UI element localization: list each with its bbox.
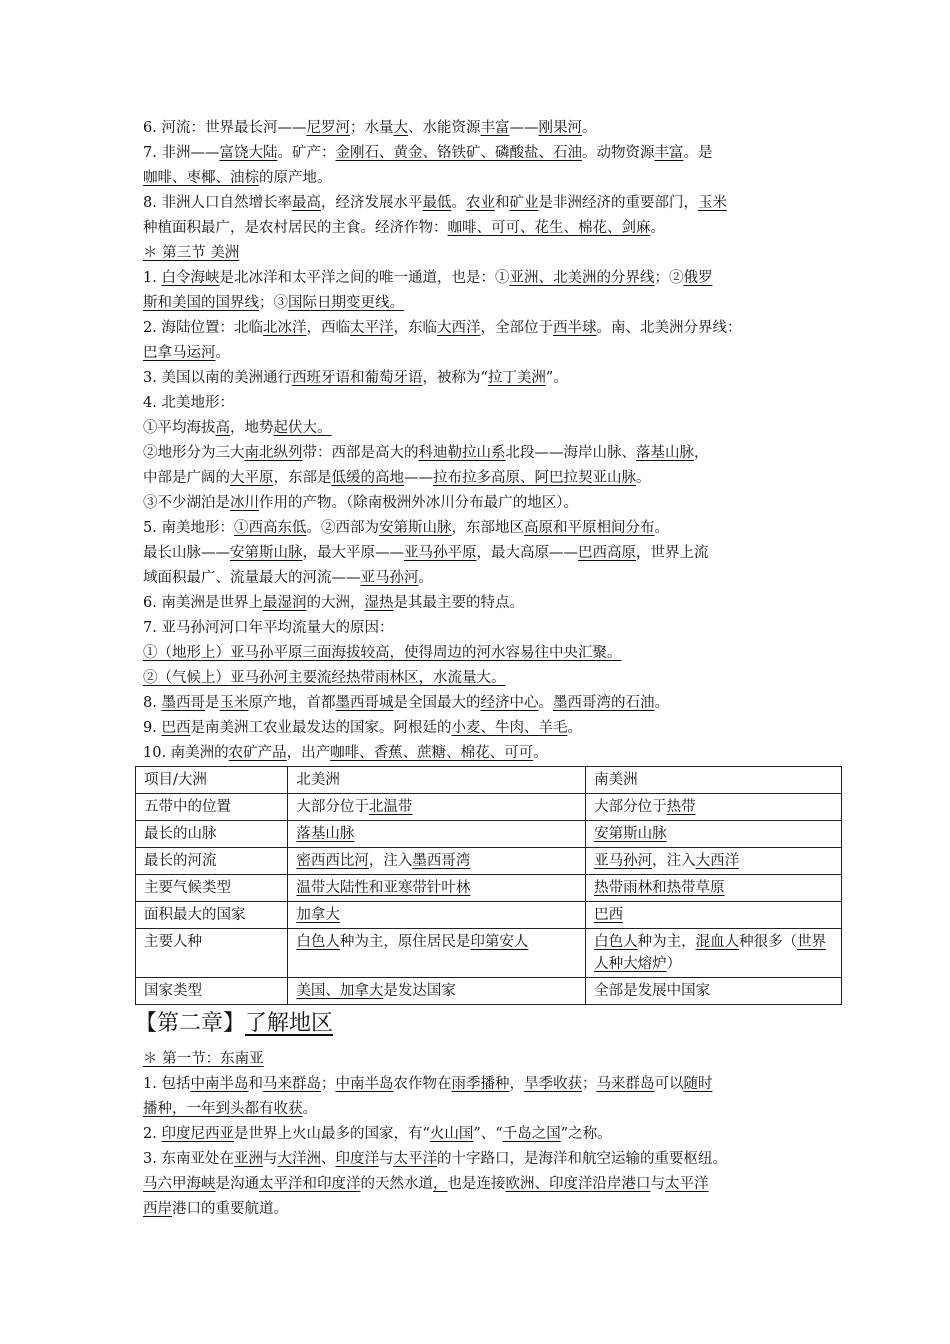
text-run: ，注入 <box>652 853 696 869</box>
underlined-term: 西岸 <box>143 1201 172 1217</box>
document-page <box>135 116 827 1222</box>
table-cell <box>586 794 842 821</box>
text-run: 五带中的位置 <box>144 799 231 815</box>
text-run: 。 <box>581 120 597 136</box>
text-run: ②地形分为三大 <box>143 445 245 461</box>
underlined-term: 太平洋和印度洋 <box>259 1176 361 1192</box>
text-line <box>143 216 813 241</box>
text-line <box>143 566 813 591</box>
underlined-term: ＊ 第一节：东南亚 <box>143 1051 264 1067</box>
text-run: 是 <box>204 695 220 711</box>
text-run: 。动物资源 <box>581 145 655 161</box>
text-line <box>143 266 813 291</box>
underlined-term: 中南半岛 <box>335 1076 394 1092</box>
text-run: —— <box>404 470 433 486</box>
text-run: 。 <box>636 470 651 486</box>
text-run: 与 <box>378 1151 394 1167</box>
text-run: ，世界上流 <box>636 545 709 561</box>
text-run: 原产地，首都 <box>248 695 336 711</box>
text-run: 的原产地。 <box>259 170 332 186</box>
text-run: 种植面积最广，是农村居民的主食。经济作物： <box>143 220 448 236</box>
text-run: ；水量 <box>349 120 394 136</box>
text-run: 。 <box>533 745 548 761</box>
text-run: 种为主， <box>637 934 696 950</box>
text-run: 3. 美国以南的美洲通行 <box>143 370 292 386</box>
text-line <box>143 1197 813 1222</box>
text-run: ； <box>320 1076 336 1092</box>
text-run: ， <box>509 1076 524 1092</box>
text-run: 。矿产： <box>277 145 336 161</box>
underlined-term: 大洋洲 <box>277 1151 321 1167</box>
table-cell <box>288 848 586 875</box>
text-run: 5. 南美地形： <box>143 520 234 536</box>
text-run: 的十字路口，是海洋和航空运输的重要枢纽。 <box>436 1151 727 1167</box>
text-run: 1. <box>143 270 162 286</box>
chapter-bracket: 【第二章】 <box>135 1011 246 1036</box>
text-run: 。 <box>215 345 230 361</box>
text-line <box>143 341 813 366</box>
table-cell <box>288 978 586 1005</box>
text-run: ，注入 <box>368 853 413 869</box>
text-run: 南美洲 <box>594 772 638 788</box>
text-run: 是全国最大的 <box>393 695 481 711</box>
text-run: 与 <box>650 1176 665 1192</box>
text-run: 4. 北美地形： <box>143 395 234 411</box>
underlined-term: 南北纵列 <box>244 445 303 461</box>
underlined-term: ①西高东低 <box>233 520 307 536</box>
table-cell <box>136 929 288 978</box>
text-run: 。 <box>302 1101 317 1117</box>
text-line <box>143 416 813 441</box>
underlined-term: 刚果河 <box>538 120 582 136</box>
underlined-term: 金刚石、黄金、铬铁矿、磷酸盐、石油 <box>335 145 582 161</box>
underlined-term: 温带大陆性和亚寒带针叶林 <box>296 880 471 896</box>
underlined-term: 安第斯山脉 <box>378 520 452 536</box>
text-run: 可以 <box>654 1076 684 1092</box>
underlined-term: 随时 <box>683 1076 713 1092</box>
underlined-term: 安第斯山脉 <box>594 826 667 842</box>
underlined-term: 亚洲、北美洲的分界线 <box>509 270 655 286</box>
underlined-term: 西半球 <box>552 320 597 336</box>
underlined-term: 咖啡、香蕉、蔗糖、棉花、可可 <box>330 745 534 761</box>
underlined-term: 落基山脉 <box>636 445 694 461</box>
underlined-term: 高原和平原相间分布 <box>523 520 655 536</box>
text-line <box>143 166 813 191</box>
underlined-term: 科迪勒拉山系 <box>418 445 506 461</box>
underlined-term: 低缓的高地 <box>331 470 404 486</box>
underlined-term: 墨西哥 <box>161 695 205 711</box>
section-southeast-asia-notes <box>143 1047 813 1222</box>
underlined-term: 斯和美国的国界线 <box>143 295 259 311</box>
text-line <box>143 466 813 491</box>
table-row <box>136 978 842 1005</box>
text-run: —— <box>509 120 539 136</box>
underlined-term: 经济中心 <box>480 695 539 711</box>
text-run: 1. 包括 <box>143 1076 191 1092</box>
table-cell <box>288 902 586 929</box>
underlined-term: 丰富 <box>480 120 510 136</box>
underlined-term: 马来群岛 <box>596 1076 655 1092</box>
underlined-term: 亚马孙河 <box>360 570 419 586</box>
text-run: 的大洲， <box>306 595 365 611</box>
text-run: 6. 南美洲是世界上 <box>143 595 263 611</box>
text-run: 种为主，原住居民是 <box>339 934 471 950</box>
table-cell <box>586 821 842 848</box>
text-run: ，全部位于 <box>480 320 553 336</box>
underlined-term: 安第斯山脉 <box>230 545 303 561</box>
text-line <box>143 1147 813 1172</box>
text-run: 也是连接 <box>447 1176 506 1192</box>
underlined-term: ＊ 第三节 美洲 <box>143 245 240 261</box>
text-run: ，东部地区 <box>451 520 524 536</box>
underlined-term: 北冰洋 <box>262 320 307 336</box>
text-line <box>143 541 813 566</box>
underlined-term: 混血人 <box>695 934 740 950</box>
underlined-term: 千岛之国 <box>502 1126 561 1142</box>
table-cell <box>586 929 842 978</box>
underlined-term: 马六甲海峡 <box>143 1176 216 1192</box>
text-run: 。南、北美洲分界线： <box>596 320 742 336</box>
table-header-cell <box>136 767 288 794</box>
table-row <box>136 902 842 929</box>
underlined-term: 矿业 <box>509 195 539 211</box>
text-run: 和 <box>248 1076 263 1092</box>
text-run: ；③ <box>259 295 288 311</box>
underlined-term: 富饶大陆 <box>219 145 278 161</box>
text-line <box>143 691 813 716</box>
text-line <box>143 641 813 666</box>
underlined-term: 白色人 <box>296 934 340 950</box>
table-cell <box>288 821 586 848</box>
table-cell <box>288 794 586 821</box>
text-run: ”之称。 <box>560 1126 612 1142</box>
underlined-term: 旱季收获 <box>523 1076 582 1092</box>
text-line <box>143 391 813 416</box>
text-line <box>143 316 813 341</box>
underlined-term: 大 <box>393 120 408 136</box>
text-run: ，东临 <box>393 320 437 336</box>
text-run: ①平均海拔 <box>143 420 216 436</box>
text-run: 是北冰洋和太平洋之间的唯一通道，也是：① <box>219 270 510 286</box>
underlined-term: 太平洋 <box>665 1176 709 1192</box>
text-run: 和 <box>494 195 510 211</box>
underlined-term: 最高 <box>291 195 321 211</box>
table-cell <box>586 848 842 875</box>
underlined-term: 北温带 <box>368 799 413 815</box>
text-run: 。 <box>451 195 466 211</box>
underlined-term: 亚马孙河 <box>594 853 653 869</box>
underlined-term: 巴西 <box>161 720 191 736</box>
underlined-term: 玉米 <box>219 695 249 711</box>
text-line <box>143 441 813 466</box>
text-run: 北段——海岸山脉、 <box>505 445 636 461</box>
text-run: 、水能资源 <box>407 120 481 136</box>
underlined-term: 印度洋 <box>335 1151 379 1167</box>
text-line <box>143 591 813 616</box>
chapter-heading <box>135 1007 813 1047</box>
text-run: 9. <box>143 720 162 736</box>
section-americas-notes <box>143 116 813 766</box>
text-line <box>143 1072 813 1097</box>
text-line <box>143 616 813 641</box>
text-run: 主要人种 <box>144 934 202 950</box>
text-line <box>143 291 813 316</box>
underlined-term: 火山国 <box>429 1126 474 1142</box>
text-run: ， <box>694 445 709 461</box>
text-run: ） <box>666 956 682 972</box>
text-line <box>143 116 813 141</box>
underlined-term: ②（气候上）亚马孙河主要流经热带雨林区，水流量大。 <box>143 670 506 686</box>
text-line <box>143 516 813 541</box>
text-run: 。 <box>538 695 553 711</box>
underlined-term: 太平洋 <box>393 1151 437 1167</box>
text-run: ，最大平原—— <box>302 545 404 561</box>
text-run: 港口的重要航道。 <box>172 1201 288 1217</box>
text-run: ，被称为“ <box>422 370 488 386</box>
underlined-term: 国际日期变更线。 <box>288 295 404 311</box>
text-run: ”、“ <box>473 1126 503 1142</box>
underlined-term: 农矿产品 <box>228 745 287 761</box>
text-run: 。 <box>654 520 669 536</box>
text-run: 项目/大洲 <box>144 772 207 788</box>
underlined-term: 巴西高原 <box>578 545 636 561</box>
text-run: 最长山脉—— <box>143 545 230 561</box>
underlined-term: 印第安人 <box>470 934 529 950</box>
text-run: 。 <box>567 720 582 736</box>
text-run: 中部是广阔的 <box>143 470 230 486</box>
text-run: 是其最主要的特点。 <box>393 595 524 611</box>
text-run: 6. 河流：世界最长河—— <box>143 120 307 136</box>
underlined-term: 农业 <box>465 195 495 211</box>
text-run: 7. 亚马孙河河口年平均流量大的原因： <box>143 620 394 636</box>
underlined-term: 丰富 <box>654 145 684 161</box>
underlined-term: 密西西比河 <box>296 853 369 869</box>
text-line <box>143 666 813 691</box>
text-line <box>143 741 813 766</box>
text-line <box>143 141 813 166</box>
text-run: 2. <box>143 1126 162 1142</box>
text-run: 是沟通 <box>215 1176 259 1192</box>
table-row <box>136 875 842 902</box>
text-line <box>143 491 813 516</box>
underlined-term: 最低 <box>422 195 452 211</box>
table-header-row <box>136 767 842 794</box>
underlined-term: 雨季播种 <box>451 1076 510 1092</box>
text-run: ，出产 <box>286 745 331 761</box>
table-row <box>136 848 842 875</box>
table-header-cell <box>586 767 842 794</box>
table-row <box>136 821 842 848</box>
underlined-term: 高 <box>215 420 230 436</box>
text-run: 与 <box>262 1151 278 1167</box>
text-run: 7. 非洲—— <box>143 145 220 161</box>
underlined-term: ①（地形上）亚马孙平原三面海拔较高，使得周边的河水容易往中央汇聚。 <box>143 645 622 661</box>
table-cell <box>586 978 842 1005</box>
table-cell <box>288 875 586 902</box>
underlined-term: 落基山脉 <box>296 826 355 842</box>
underlined-term: 热带雨林和热带草原 <box>594 880 725 896</box>
table-cell <box>586 875 842 902</box>
text-run: 8. 非洲人口自然增长率 <box>143 195 292 211</box>
underlined-term: 美国、加拿大 <box>296 983 384 999</box>
underlined-term: 亚洲 <box>233 1151 263 1167</box>
text-run: 。 <box>418 570 433 586</box>
table-cell <box>136 902 288 929</box>
text-line <box>143 716 813 741</box>
text-run: 北美洲 <box>296 772 340 788</box>
text-run: 2. 海陆位置：北临 <box>143 320 263 336</box>
underlined-term: 加拿大 <box>296 907 340 923</box>
comparison-table <box>135 766 842 1005</box>
text-run: 是世界上火山最多的国家，有“ <box>233 1126 430 1142</box>
text-run: 10. 南美洲的 <box>143 745 229 761</box>
text-run: 面积最大的国家 <box>144 907 246 923</box>
underlined-term: 墨西哥湾 <box>412 853 471 869</box>
underlined-term: 印度尼西亚 <box>161 1126 234 1142</box>
text-run: 。 <box>654 695 669 711</box>
underlined-term: 播种，一年到头都有收获 <box>143 1101 303 1117</box>
table-cell <box>136 848 288 875</box>
underlined-term: 热带 <box>666 799 696 815</box>
text-run: 是非洲经济的重要部门， <box>538 195 698 211</box>
text-run: 8. <box>143 695 162 711</box>
underlined-term: 玉米 <box>697 195 727 211</box>
underlined-term: ， <box>433 1176 448 1192</box>
underlined-term: 拉布拉多高原、阿巴拉契亚山脉 <box>433 470 636 486</box>
underlined-term: 中南半岛 <box>190 1076 249 1092</box>
text-run: ③不少湖泊是 <box>143 495 230 511</box>
text-run: 大部分位于 <box>594 799 667 815</box>
text-run: 农作物在 <box>393 1076 452 1092</box>
text-line <box>143 366 813 391</box>
text-run: ”。 <box>545 370 568 386</box>
underlined-term: 大西洋 <box>695 853 740 869</box>
text-run: 主要气候类型 <box>144 880 231 896</box>
text-run: 大部分位于 <box>296 799 369 815</box>
text-run: ，西临 <box>306 320 350 336</box>
underlined-term: 世界人种大熔炉 <box>594 934 827 972</box>
text-line <box>143 1097 813 1122</box>
text-run: ，最大高原—— <box>476 545 578 561</box>
text-run: 的天然水道 <box>360 1176 433 1192</box>
underlined-term: 亚马孙平原 <box>404 545 477 561</box>
text-run: 、 <box>320 1151 336 1167</box>
underlined-term: 最湿润 <box>262 595 307 611</box>
chapter-title: 了解地区 <box>245 1011 334 1036</box>
text-line <box>143 241 813 266</box>
underlined-term: 马来群岛 <box>262 1076 321 1092</box>
table-row <box>136 929 842 978</box>
text-line <box>143 1047 813 1072</box>
text-run: 最长的河流 <box>144 853 217 869</box>
underlined-term: 太平洋 <box>349 320 394 336</box>
underlined-term: 尼罗河 <box>306 120 350 136</box>
text-run: ，地势 <box>230 420 274 436</box>
table-cell <box>136 875 288 902</box>
text-run: 种很多（ <box>739 934 798 950</box>
underlined-term: 咖啡、枣椰、油棕 <box>143 170 259 186</box>
table-row <box>136 794 842 821</box>
underlined-term: 西班牙语和葡萄牙语 <box>291 370 423 386</box>
table-cell <box>288 929 586 978</box>
table-cell <box>136 978 288 1005</box>
table-cell <box>586 902 842 929</box>
text-run: 国家类型 <box>144 983 202 999</box>
underlined-term: 墨西哥城 <box>335 695 394 711</box>
underlined-term: 冰川 <box>230 495 259 511</box>
underlined-term: 白色人 <box>594 934 638 950</box>
text-run: ；② <box>654 270 684 286</box>
underlined-term: 巴西 <box>594 907 624 923</box>
text-run: 。②西部为 <box>306 520 379 536</box>
text-run: ； <box>581 1076 597 1092</box>
table-cell <box>136 794 288 821</box>
text-run: ，经济发展水平 <box>320 195 423 211</box>
text-run: 是南美洲工农业最发达的国家。阿根廷的 <box>190 720 452 736</box>
underlined-term: 巴拿马运河 <box>143 345 216 361</box>
underlined-term: 咖啡、可可、花生、棉花、剑麻 <box>447 220 651 236</box>
table-cell <box>136 821 288 848</box>
text-line <box>143 191 813 216</box>
text-run: ，东部是 <box>273 470 332 486</box>
underlined-term: 大平原 <box>230 470 274 486</box>
table-header-cell <box>288 767 586 794</box>
underlined-term: 拉丁美洲 <box>487 370 546 386</box>
text-run: 最长的山脉 <box>144 826 217 842</box>
underlined-term: 大西洋 <box>436 320 481 336</box>
underlined-term: 欧洲、印度洋沿岸港口 <box>505 1176 651 1192</box>
text-line <box>143 1122 813 1147</box>
text-run: 。是 <box>683 145 713 161</box>
text-run: 3. 东南亚处在 <box>143 1151 234 1167</box>
text-run: 带：西部是高大的 <box>302 445 419 461</box>
text-run: 作用的产物。（除南极洲外冰川分布最广的地区）。 <box>259 495 578 511</box>
underlined-term: 俄罗 <box>683 270 713 286</box>
text-run: 全部是发展中国家 <box>594 983 711 999</box>
text-run: 。 <box>650 220 665 236</box>
text-run: 是发达国家 <box>383 983 456 999</box>
text-line <box>143 1172 813 1197</box>
text-run: 域面积最广、流量最大的河流—— <box>143 570 361 586</box>
underlined-term: 小麦、牛肉、羊毛 <box>451 720 568 736</box>
underlined-term: 墨西哥湾的石油 <box>552 695 655 711</box>
underlined-term: 白令海峡 <box>161 270 220 286</box>
underlined-term: 起伏大。 <box>273 420 332 436</box>
underlined-term: 湿热 <box>364 595 394 611</box>
